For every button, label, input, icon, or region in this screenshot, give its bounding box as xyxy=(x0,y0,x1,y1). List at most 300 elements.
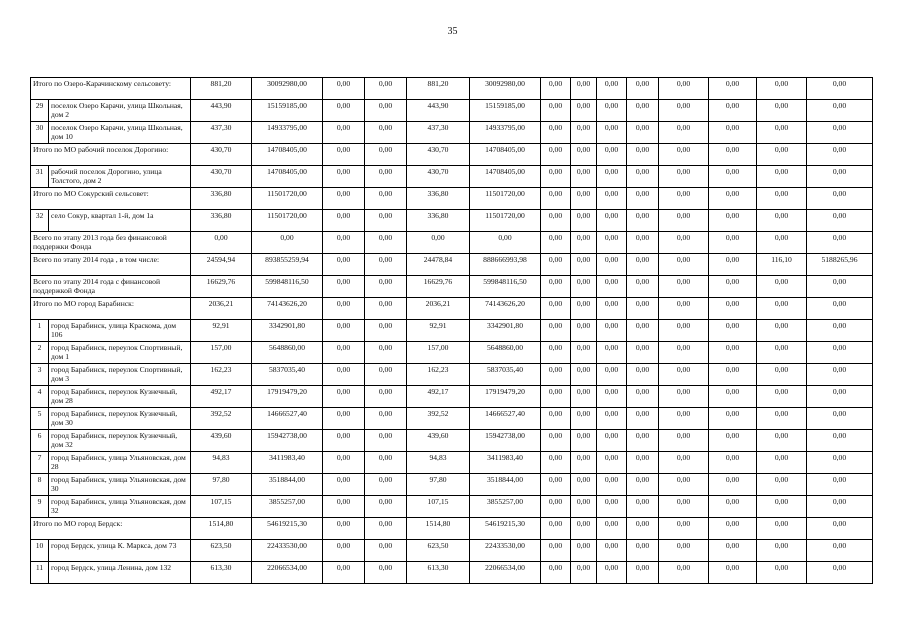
value-cell: 0,00 xyxy=(807,562,873,584)
value-cell: 116,10 xyxy=(757,254,807,276)
value-cell: 94,83 xyxy=(407,452,470,474)
value-cell: 0,00 xyxy=(571,166,597,188)
value-cell: 0,00 xyxy=(365,518,407,540)
value-cell: 0,00 xyxy=(709,518,757,540)
value-cell: 0,00 xyxy=(571,276,597,298)
value-cell: 0,00 xyxy=(323,166,365,188)
value-cell: 492,17 xyxy=(407,386,470,408)
value-cell: 0,00 xyxy=(659,430,709,452)
value-cell: 0,00 xyxy=(541,320,571,342)
row-label: Итого по Озеро-Карачинскому сельсовету: xyxy=(31,78,191,100)
value-cell: 162,23 xyxy=(191,364,252,386)
value-cell: 0,00 xyxy=(597,254,627,276)
value-cell: 14666527,40 xyxy=(470,408,541,430)
value-cell: 0,00 xyxy=(807,320,873,342)
value-cell: 0,00 xyxy=(659,276,709,298)
value-cell: 0,00 xyxy=(541,540,571,562)
value-cell: 3342901,80 xyxy=(252,320,323,342)
value-cell: 94,83 xyxy=(191,452,252,474)
row-number: 1 xyxy=(31,320,49,342)
value-cell: 0,00 xyxy=(627,364,659,386)
row-address: город Барабинск, переулок Кузнечный, дом 32 xyxy=(49,430,191,452)
row-number: 9 xyxy=(31,496,49,518)
value-cell: 0,00 xyxy=(757,540,807,562)
value-cell: 0,00 xyxy=(571,540,597,562)
table-row xyxy=(31,78,873,100)
value-cell: 0,00 xyxy=(571,232,597,254)
value-cell: 336,80 xyxy=(191,188,252,210)
value-cell: 0,00 xyxy=(709,254,757,276)
value-cell: 0,00 xyxy=(541,210,571,232)
page-number: 35 xyxy=(447,26,458,37)
value-cell: 0,00 xyxy=(807,78,873,100)
value-cell: 0,00 xyxy=(541,100,571,122)
value-cell: 0,00 xyxy=(659,298,709,320)
value-cell: 443,90 xyxy=(191,100,252,122)
value-cell: 0,00 xyxy=(597,562,627,584)
value-cell: 0,00 xyxy=(470,232,541,254)
value-cell: 0,00 xyxy=(323,430,365,452)
value-cell: 0,00 xyxy=(597,386,627,408)
value-cell: 0,00 xyxy=(627,518,659,540)
table-row xyxy=(31,210,873,232)
row-number: 3 xyxy=(31,364,49,386)
row-number: 30 xyxy=(31,122,49,144)
value-cell: 0,00 xyxy=(323,210,365,232)
value-cell: 0,00 xyxy=(807,342,873,364)
value-cell: 0,00 xyxy=(571,78,597,100)
value-cell: 0,00 xyxy=(709,320,757,342)
value-cell: 0,00 xyxy=(597,210,627,232)
value-cell: 0,00 xyxy=(807,144,873,166)
value-cell: 0,00 xyxy=(627,232,659,254)
value-cell: 15159185,00 xyxy=(252,100,323,122)
value-cell: 0,00 xyxy=(365,562,407,584)
table-row xyxy=(31,276,873,298)
value-cell: 0,00 xyxy=(541,188,571,210)
table-row xyxy=(31,144,873,166)
value-cell: 0,00 xyxy=(757,166,807,188)
table-row xyxy=(31,188,873,210)
value-cell: 0,00 xyxy=(757,386,807,408)
value-cell: 0,00 xyxy=(571,364,597,386)
row-label: Итого по МО рабочий поселок Дорогино: xyxy=(31,144,191,166)
value-cell: 0,00 xyxy=(807,276,873,298)
value-cell: 0,00 xyxy=(597,408,627,430)
table-row xyxy=(31,562,873,584)
value-cell: 2036,21 xyxy=(407,298,470,320)
value-cell: 0,00 xyxy=(627,562,659,584)
value-cell: 157,00 xyxy=(407,342,470,364)
value-cell: 0,00 xyxy=(659,188,709,210)
value-cell: 0,00 xyxy=(709,474,757,496)
value-cell: 437,30 xyxy=(407,122,470,144)
value-cell: 0,00 xyxy=(627,276,659,298)
value-cell: 0,00 xyxy=(709,100,757,122)
value-cell: 0,00 xyxy=(597,144,627,166)
value-cell: 0,00 xyxy=(627,540,659,562)
value-cell: 613,30 xyxy=(407,562,470,584)
value-cell: 599848116,50 xyxy=(470,276,541,298)
value-cell: 0,00 xyxy=(365,210,407,232)
value-cell: 0,00 xyxy=(323,254,365,276)
value-cell: 0,00 xyxy=(659,386,709,408)
value-cell: 0,00 xyxy=(659,474,709,496)
value-cell: 0,00 xyxy=(365,188,407,210)
value-cell: 0,00 xyxy=(323,386,365,408)
table-row xyxy=(31,496,873,518)
value-cell: 0,00 xyxy=(807,518,873,540)
value-cell: 0,00 xyxy=(365,254,407,276)
value-cell: 0,00 xyxy=(541,386,571,408)
row-label: Итого по МО Сокурский сельсовет: xyxy=(31,188,191,210)
value-cell: 107,15 xyxy=(191,496,252,518)
value-cell: 0,00 xyxy=(807,122,873,144)
row-address: город Барабинск, переулок Спортивный, дом 3 xyxy=(49,364,191,386)
value-cell: 0,00 xyxy=(807,474,873,496)
value-cell: 0,00 xyxy=(571,496,597,518)
row-address: рабочий поселок Дорогино, улица Толстого, дом 2 xyxy=(49,166,191,188)
table-row xyxy=(31,386,873,408)
value-cell: 0,00 xyxy=(709,452,757,474)
value-cell: 599848116,50 xyxy=(252,276,323,298)
value-cell: 0,00 xyxy=(807,232,873,254)
value-cell: 0,00 xyxy=(597,276,627,298)
row-address: город Барабинск, улица Ульяновская, дом 28 xyxy=(49,452,191,474)
value-cell: 0,00 xyxy=(627,144,659,166)
table-row xyxy=(31,518,873,540)
value-cell: 5648860,00 xyxy=(252,342,323,364)
value-cell: 0,00 xyxy=(659,540,709,562)
value-cell: 24594,94 xyxy=(191,254,252,276)
value-cell: 0,00 xyxy=(323,474,365,496)
value-cell: 0,00 xyxy=(757,364,807,386)
value-cell: 0,00 xyxy=(709,166,757,188)
value-cell: 0,00 xyxy=(627,430,659,452)
value-cell: 0,00 xyxy=(807,188,873,210)
table-row xyxy=(31,298,873,320)
row-address: город Барабинск, переулок Кузнечный, дом 30 xyxy=(49,408,191,430)
value-cell: 0,00 xyxy=(807,100,873,122)
value-cell: 0,00 xyxy=(571,254,597,276)
value-cell: 0,00 xyxy=(659,166,709,188)
value-cell: 0,00 xyxy=(571,562,597,584)
value-cell: 0,00 xyxy=(659,100,709,122)
value-cell: 0,00 xyxy=(597,540,627,562)
value-cell: 613,30 xyxy=(191,562,252,584)
value-cell: 0,00 xyxy=(597,188,627,210)
row-address: город Барабинск, улица Краскома, дом 106 xyxy=(49,320,191,342)
value-cell: 0,00 xyxy=(323,100,365,122)
value-cell: 15159185,00 xyxy=(470,100,541,122)
value-cell: 0,00 xyxy=(627,342,659,364)
value-cell: 0,00 xyxy=(323,276,365,298)
value-cell: 0,00 xyxy=(757,562,807,584)
value-cell: 0,00 xyxy=(757,276,807,298)
value-cell: 0,00 xyxy=(709,188,757,210)
table-row xyxy=(31,474,873,496)
value-cell: 5648860,00 xyxy=(470,342,541,364)
value-cell: 392,52 xyxy=(407,408,470,430)
value-cell: 0,00 xyxy=(407,232,470,254)
value-cell: 0,00 xyxy=(659,210,709,232)
value-cell: 0,00 xyxy=(627,386,659,408)
value-cell: 0,00 xyxy=(659,254,709,276)
value-cell: 0,00 xyxy=(541,518,571,540)
value-cell: 3855257,00 xyxy=(470,496,541,518)
value-cell: 0,00 xyxy=(323,540,365,562)
value-cell: 0,00 xyxy=(627,496,659,518)
value-cell: 430,70 xyxy=(191,144,252,166)
value-cell: 0,00 xyxy=(659,342,709,364)
value-cell: 0,00 xyxy=(571,518,597,540)
row-address: город Барабинск, переулок Спортивный, дом 1 xyxy=(49,342,191,364)
value-cell: 0,00 xyxy=(323,342,365,364)
value-cell: 14708405,00 xyxy=(252,166,323,188)
value-cell: 336,80 xyxy=(407,188,470,210)
row-number: 32 xyxy=(31,210,49,232)
value-cell: 0,00 xyxy=(365,474,407,496)
value-cell: 0,00 xyxy=(323,144,365,166)
value-cell: 97,80 xyxy=(407,474,470,496)
value-cell: 439,60 xyxy=(191,430,252,452)
value-cell: 0,00 xyxy=(757,452,807,474)
value-cell: 14708405,00 xyxy=(252,144,323,166)
value-cell: 0,00 xyxy=(365,496,407,518)
value-cell: 0,00 xyxy=(323,78,365,100)
value-cell: 0,00 xyxy=(627,298,659,320)
value-cell: 623,50 xyxy=(191,540,252,562)
value-cell: 0,00 xyxy=(757,210,807,232)
table-row xyxy=(31,122,873,144)
value-cell: 0,00 xyxy=(541,298,571,320)
value-cell: 0,00 xyxy=(541,364,571,386)
value-cell: 14933795,00 xyxy=(252,122,323,144)
value-cell: 14708405,00 xyxy=(470,166,541,188)
value-cell: 0,00 xyxy=(807,166,873,188)
value-cell: 22066534,00 xyxy=(470,562,541,584)
row-label: Итого по МО город Бердск: xyxy=(31,518,191,540)
value-cell: 0,00 xyxy=(323,452,365,474)
value-cell: 3411983,40 xyxy=(470,452,541,474)
value-cell: 0,00 xyxy=(709,298,757,320)
value-cell: 0,00 xyxy=(571,474,597,496)
value-cell: 0,00 xyxy=(571,100,597,122)
value-cell: 0,00 xyxy=(627,320,659,342)
value-cell: 0,00 xyxy=(757,496,807,518)
value-cell: 0,00 xyxy=(541,122,571,144)
value-cell: 0,00 xyxy=(571,144,597,166)
value-cell: 11501720,00 xyxy=(470,188,541,210)
value-cell: 0,00 xyxy=(571,320,597,342)
value-cell: 0,00 xyxy=(597,342,627,364)
table-row xyxy=(31,232,873,254)
value-cell: 0,00 xyxy=(807,540,873,562)
value-cell: 0,00 xyxy=(807,210,873,232)
value-cell: 0,00 xyxy=(541,254,571,276)
value-cell: 0,00 xyxy=(597,122,627,144)
value-cell: 54619215,30 xyxy=(470,518,541,540)
value-cell: 0,00 xyxy=(627,122,659,144)
value-cell: 0,00 xyxy=(597,320,627,342)
value-cell: 74143626,20 xyxy=(470,298,541,320)
value-cell: 14666527,40 xyxy=(252,408,323,430)
value-cell: 22433530,00 xyxy=(252,540,323,562)
value-cell: 0,00 xyxy=(709,562,757,584)
value-cell: 0,00 xyxy=(597,518,627,540)
value-cell: 0,00 xyxy=(659,408,709,430)
value-cell: 0,00 xyxy=(757,474,807,496)
value-cell: 30092980,00 xyxy=(470,78,541,100)
table-row xyxy=(31,320,873,342)
table-row xyxy=(31,166,873,188)
value-cell: 0,00 xyxy=(757,188,807,210)
value-cell: 0,00 xyxy=(709,276,757,298)
value-cell: 0,00 xyxy=(659,122,709,144)
value-cell: 3342901,80 xyxy=(470,320,541,342)
value-cell: 0,00 xyxy=(571,298,597,320)
value-cell: 0,00 xyxy=(571,430,597,452)
value-cell: 0,00 xyxy=(659,518,709,540)
value-cell: 3411983,40 xyxy=(252,452,323,474)
value-cell: 0,00 xyxy=(757,100,807,122)
value-cell: 0,00 xyxy=(571,188,597,210)
value-cell: 0,00 xyxy=(757,408,807,430)
value-cell: 14708405,00 xyxy=(470,144,541,166)
value-cell: 0,00 xyxy=(659,78,709,100)
value-cell: 0,00 xyxy=(541,166,571,188)
value-cell: 430,70 xyxy=(191,166,252,188)
value-cell: 0,00 xyxy=(365,540,407,562)
row-address: город Барабинск, улица Ульяновская, дом 30 xyxy=(49,474,191,496)
value-cell: 0,00 xyxy=(627,166,659,188)
value-cell: 0,00 xyxy=(541,562,571,584)
value-cell: 0,00 xyxy=(807,496,873,518)
row-address: поселок Озеро Карачи, улица Школьная, дом 10 xyxy=(49,122,191,144)
value-cell: 0,00 xyxy=(571,342,597,364)
value-cell: 0,00 xyxy=(571,210,597,232)
value-cell: 0,00 xyxy=(627,188,659,210)
row-label: Всего по этапу 2013 года без финансовой поддержки Фонда xyxy=(31,232,191,254)
value-cell: 0,00 xyxy=(807,386,873,408)
value-cell: 5837035,40 xyxy=(252,364,323,386)
value-cell: 0,00 xyxy=(571,452,597,474)
value-cell: 0,00 xyxy=(571,122,597,144)
value-cell: 0,00 xyxy=(757,232,807,254)
value-cell: 0,00 xyxy=(627,100,659,122)
value-cell: 336,80 xyxy=(191,210,252,232)
value-cell: 3518844,00 xyxy=(470,474,541,496)
value-cell: 0,00 xyxy=(757,78,807,100)
value-cell: 0,00 xyxy=(659,364,709,386)
value-cell: 0,00 xyxy=(597,232,627,254)
value-cell: 0,00 xyxy=(627,474,659,496)
value-cell: 0,00 xyxy=(597,496,627,518)
value-cell: 0,00 xyxy=(571,386,597,408)
value-cell: 0,00 xyxy=(709,386,757,408)
row-number: 11 xyxy=(31,562,49,584)
value-cell: 0,00 xyxy=(709,232,757,254)
value-cell: 0,00 xyxy=(659,562,709,584)
value-cell: 0,00 xyxy=(541,452,571,474)
row-number: 29 xyxy=(31,100,49,122)
value-cell: 17919479,20 xyxy=(252,386,323,408)
value-cell: 888666993,98 xyxy=(470,254,541,276)
row-number: 10 xyxy=(31,540,49,562)
value-cell: 0,00 xyxy=(597,166,627,188)
value-cell: 0,00 xyxy=(323,298,365,320)
value-cell: 15942738,00 xyxy=(252,430,323,452)
value-cell: 54619215,30 xyxy=(252,518,323,540)
value-cell: 0,00 xyxy=(627,210,659,232)
value-cell: 0,00 xyxy=(627,254,659,276)
value-cell: 881,20 xyxy=(191,78,252,100)
value-cell: 0,00 xyxy=(365,320,407,342)
value-cell: 0,00 xyxy=(597,298,627,320)
value-cell: 0,00 xyxy=(541,144,571,166)
value-cell: 5837035,40 xyxy=(470,364,541,386)
row-number: 7 xyxy=(31,452,49,474)
value-cell: 74143626,20 xyxy=(252,298,323,320)
table-row xyxy=(31,452,873,474)
value-cell: 0,00 xyxy=(541,474,571,496)
row-address: город Барабинск, переулок Кузнечный, дом 28 xyxy=(49,386,191,408)
value-cell: 92,91 xyxy=(407,320,470,342)
value-cell: 0,00 xyxy=(597,364,627,386)
value-cell: 0,00 xyxy=(659,232,709,254)
value-cell: 0,00 xyxy=(807,364,873,386)
value-cell: 14933795,00 xyxy=(470,122,541,144)
value-cell: 437,30 xyxy=(191,122,252,144)
value-cell: 0,00 xyxy=(659,452,709,474)
value-cell: 97,80 xyxy=(191,474,252,496)
value-cell: 0,00 xyxy=(541,232,571,254)
row-number: 2 xyxy=(31,342,49,364)
value-cell: 0,00 xyxy=(709,496,757,518)
table-row xyxy=(31,254,873,276)
value-cell: 0,00 xyxy=(627,78,659,100)
value-cell: 0,00 xyxy=(597,100,627,122)
value-cell: 0,00 xyxy=(365,430,407,452)
row-number: 6 xyxy=(31,430,49,452)
value-cell: 162,23 xyxy=(407,364,470,386)
value-cell: 11501720,00 xyxy=(252,188,323,210)
value-cell: 0,00 xyxy=(597,452,627,474)
table-row xyxy=(31,540,873,562)
row-number: 4 xyxy=(31,386,49,408)
value-cell: 5188265,96 xyxy=(807,254,873,276)
value-cell: 0,00 xyxy=(191,232,252,254)
value-cell: 0,00 xyxy=(365,144,407,166)
value-cell: 492,17 xyxy=(191,386,252,408)
value-cell: 0,00 xyxy=(252,232,323,254)
value-cell: 0,00 xyxy=(597,78,627,100)
value-cell: 336,80 xyxy=(407,210,470,232)
value-cell: 0,00 xyxy=(757,430,807,452)
value-cell: 0,00 xyxy=(541,342,571,364)
value-cell: 0,00 xyxy=(323,188,365,210)
value-cell: 0,00 xyxy=(365,232,407,254)
value-cell: 11501720,00 xyxy=(252,210,323,232)
value-cell: 0,00 xyxy=(365,166,407,188)
value-cell: 392,52 xyxy=(191,408,252,430)
value-cell: 0,00 xyxy=(757,320,807,342)
value-cell: 11501720,00 xyxy=(470,210,541,232)
row-address: город Барабинск, улица Ульяновская, дом 32 xyxy=(49,496,191,518)
value-cell: 22433530,00 xyxy=(470,540,541,562)
row-number: 5 xyxy=(31,408,49,430)
value-cell: 92,91 xyxy=(191,320,252,342)
